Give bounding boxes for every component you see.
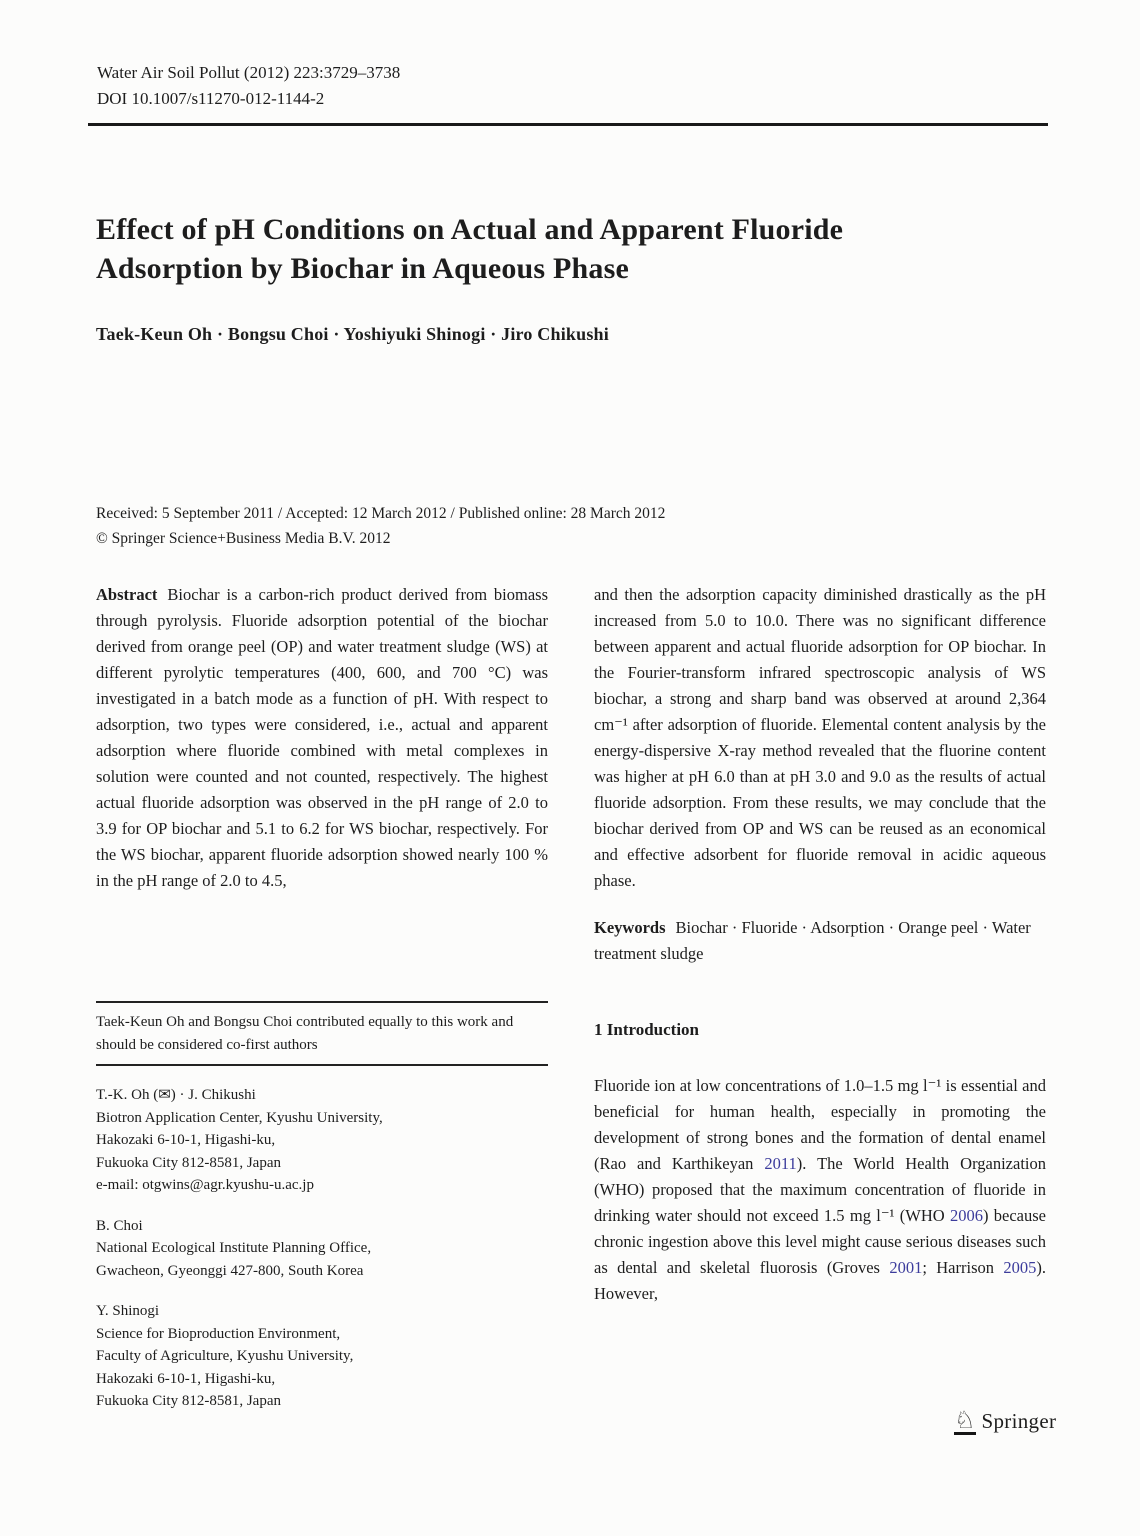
footnote-block [96, 1001, 548, 1413]
affiliation-line: B. Choi [96, 1217, 143, 1234]
affiliation-line: Gwacheon, Gyeonggi 427-800, South Korea [96, 1262, 364, 1279]
springer-horse-icon: ♘ [954, 1406, 976, 1434]
introduction-text: ). The World Health Organization (WHO) proposed that the maximum concentration of fluoride in drinking water should not exceed 1.5 mg l⁻¹ (WHO [594, 1154, 1046, 1225]
copyright-line: © Springer Science+Business Media B.V. 2012 [96, 530, 391, 547]
affiliation-block [96, 1084, 548, 1197]
springer-wordmark: Springer [981, 1409, 1057, 1433]
citation-link[interactable]: 2005 [1003, 1258, 1037, 1277]
introduction-text: Fluoride ion at low concentrations of 1.0–1.5 mg l⁻¹ is essential and beneficial for human health, especially in promoting the development of strong bones and the formation of dental enamel (Rao and Karthikeyan [594, 1076, 1046, 1173]
publisher-logo [954, 1408, 1056, 1435]
abstract-label: Abstract [96, 585, 158, 604]
keywords-text: Biochar · Fluoride · Adsorption · Orange peel · Water treatment sludge [594, 918, 1031, 963]
journal-header [97, 60, 400, 112]
section-heading-introduction: 1 Introduction [594, 1020, 700, 1039]
affiliation-line: Fukuoka City 812-8581, Japan [96, 1154, 281, 1171]
affiliation-line: Fukuoka City 812-8581, Japan [96, 1393, 281, 1409]
affiliation-line: National Ecological Institute Planning Office, [96, 1240, 372, 1256]
abstract-continuation: and then the adsorption capacity diminished drastically as the pH increased from 5.0 to 10.0. There was no significant difference between apparent and actual fluoride adsorption for OP biochar. In the Fourier-transform infrared spectroscopic analysis of WS biochar, a strong and sharp band was observed at around 2,364 cm⁻¹ after adsorption of fluoride. Elemental content analysis by the energy-dispersive X-ray method revealed that the fluorine content was higher at pH 6.0 than at pH 3.0 and 9.0 as the results of actual fluoride adsorption. From these results, we may conclude that the biochar derived from OP and WS can be reused as an economical and effective adsorbent for fluoride removal in acidic aqueous phase. [594, 585, 1046, 890]
left-column [96, 582, 548, 894]
journal-citation-line: Water Air Soil Pollut (2012) 223:3729–3738 [97, 63, 401, 82]
affiliation-line: Faculty of Agriculture, Kyushu University, [96, 1348, 354, 1364]
abstract-paragraph [96, 582, 548, 894]
header-divider [88, 123, 1048, 126]
authors-line: Taek-Keun Oh · Bongsu Choi · Yoshiyuki Shinogi · Jiro Chikushi [96, 324, 609, 344]
article-title: Effect of pH Conditions on Actual and Apparent Fluoride Adsorption by Biochar in Aqueous Phase [96, 213, 844, 285]
keywords-paragraph [594, 915, 1046, 967]
affiliation-line: Science for Bioproduction Environment, [96, 1325, 341, 1342]
received-accepted-line: Received: 5 September 2011 / Accepted: 12 March 2012 / Published online: 28 March 2012 [96, 505, 666, 522]
affiliation-line: Y. Shinogi [96, 1303, 160, 1319]
affiliation-block [96, 1215, 548, 1283]
affiliation-line: Biotron Application Center, Kyushu University, [96, 1109, 383, 1126]
citation-link[interactable]: 2006 [949, 1206, 983, 1225]
right-column [594, 582, 1046, 1307]
introduction-text: ; Harrison [922, 1258, 1004, 1277]
citation-link[interactable]: 2011 [764, 1154, 797, 1173]
affiliation-block [96, 1300, 548, 1413]
citation-link[interactable]: 2001 [889, 1258, 923, 1277]
affiliation-line: e-mail: otgwins@agr.kyushu-u.ac.jp [96, 1177, 314, 1193]
introduction-text: ). However, [594, 1258, 1046, 1303]
introduction-text: ) because chronic ingestion above this level might cause serious diseases such as dental and skeletal fluorosis (Groves [594, 1206, 1046, 1277]
affiliation-line: Hakozaki 6-10-1, Higashi-ku, [96, 1132, 276, 1148]
affiliation-line: Hakozaki 6-10-1, Higashi-ku, [96, 1370, 276, 1387]
footnote-divider-bottom [96, 1064, 548, 1066]
keywords-label: Keywords [594, 918, 666, 937]
equal-contribution-note: Taek-Keun Oh and Bongsu Choi contributed equally to this work and should be considered co-first authors [96, 1014, 514, 1053]
affiliation-line: T.-K. Oh (✉) · J. Chikushi [96, 1087, 256, 1103]
abstract-text-col1: Biochar is a carbon-rich product derived from biomass through pyrolysis. Fluoride adsorption potential of the biochar derived from orange peel (OP) and water treatment sludge (WS) at different pyrolytic temperatures (400, 600, and 700 °C) was investigated in a batch mode as a function of pH. With respect to adsorption, two types were considered, i.e., actual and apparent adsorption where fluoride combined with metal complexes in solution were counted and not counted, respectively. The highest actual fluoride adsorption was observed in the pH range of 2.0 to 3.9 for OP biochar and 5.1 to 6.2 for WS biochar, respectively. For the WS biochar, apparent fluoride adsorption showed nearly 100 % in the pH range of 2.0 to 4.5, [96, 585, 548, 890]
affiliations [96, 1084, 548, 1413]
introduction-paragraph [594, 1073, 1046, 1307]
doi-line: DOI 10.1007/s11270-012-1144-2 [97, 89, 325, 108]
footnote-divider-top [96, 1001, 548, 1003]
dates-block [96, 501, 665, 551]
